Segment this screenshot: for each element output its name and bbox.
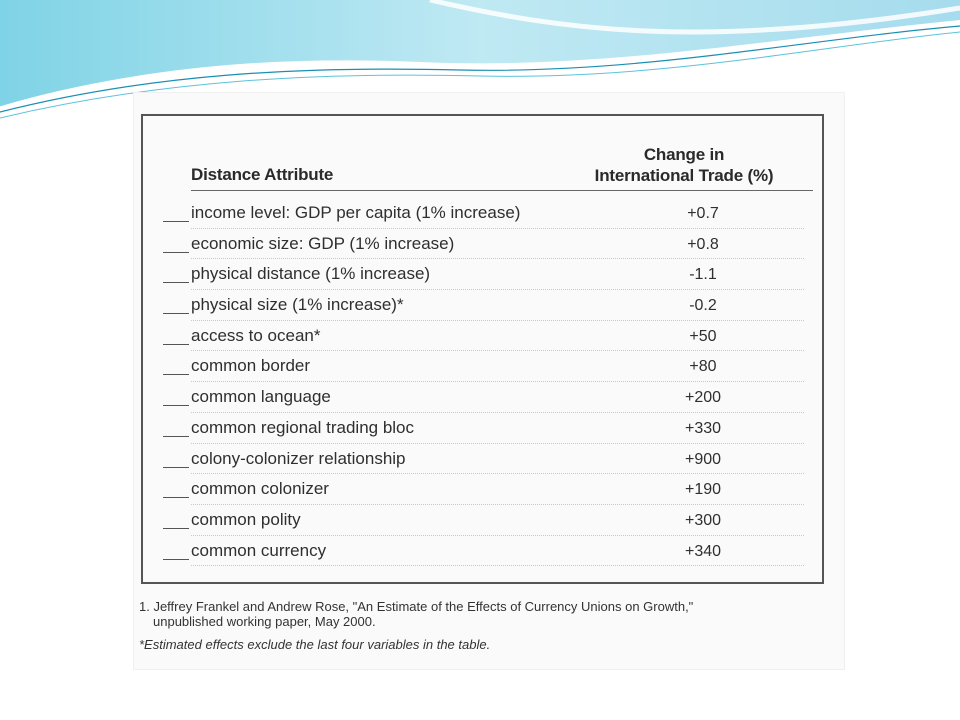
header-distance-attribute: Distance Attribute — [191, 165, 334, 184]
distance-attribute-cell: common polity — [191, 509, 301, 529]
footnote-1-line1: 1. Jeffrey Frankel and Andrew Rose, "An Estimate of the Effects of Currency Unions on Growth," — [139, 599, 694, 614]
trade-change-cell: +900 — [684, 450, 722, 468]
row-tick-mark — [163, 436, 189, 437]
trade-change-cell: +200 — [684, 389, 722, 407]
table-row — [133, 324, 816, 355]
table-row — [133, 416, 816, 447]
table-row — [133, 232, 816, 263]
table-row — [133, 293, 816, 324]
row-dotted-rule — [191, 320, 804, 321]
distance-attribute-cell: common currency — [191, 540, 327, 560]
distance-attribute-cell: physical distance (1% increase) — [191, 264, 431, 284]
trade-change-cell: +190 — [684, 481, 722, 499]
table-row — [133, 262, 816, 293]
row-dotted-rule — [191, 412, 804, 413]
trade-change-cell: +80 — [689, 358, 717, 376]
table-row — [133, 539, 816, 570]
trade-change-cell: +0.7 — [687, 205, 719, 222]
header-change-in-trade — [553, 144, 815, 186]
scanned-table-image — [133, 92, 845, 670]
trade-change-cell: +300 — [684, 511, 722, 529]
row-dotted-rule — [191, 443, 804, 444]
row-tick-mark — [163, 497, 189, 498]
table-row — [133, 201, 816, 232]
row-dotted-rule — [191, 381, 804, 382]
table-row — [133, 354, 816, 385]
row-tick-mark — [163, 344, 189, 345]
trade-change-cell: +340 — [684, 542, 722, 560]
row-tick-mark — [163, 467, 189, 468]
trade-change-cell: +50 — [689, 327, 717, 345]
distance-attribute-cell: common colonizer — [191, 479, 329, 499]
table-body — [133, 201, 816, 569]
table-row — [133, 385, 816, 416]
row-tick-mark — [163, 374, 189, 375]
footnote-1-line2: unpublished working paper, May 2000. — [153, 614, 376, 629]
row-dotted-rule — [191, 289, 804, 290]
header-change-line1: Change in — [643, 145, 725, 164]
row-dotted-rule — [191, 228, 804, 229]
distance-attribute-cell: colony-colonizer relationship — [191, 448, 406, 468]
header-change-line2: International Trade (%) — [594, 166, 774, 185]
distance-attribute-cell: physical size (1% increase)* — [191, 295, 404, 315]
table-row — [133, 508, 816, 539]
trade-change-cell: +0.8 — [687, 235, 719, 253]
row-dotted-rule — [191, 565, 804, 566]
footnote-1 — [139, 599, 829, 629]
row-tick-mark — [163, 282, 189, 283]
row-dotted-rule — [191, 473, 804, 474]
table-row — [133, 447, 816, 478]
trade-change-cell: -0.2 — [689, 297, 717, 315]
distance-attribute-cell: common border — [191, 356, 311, 376]
row-dotted-rule — [191, 504, 804, 505]
row-dotted-rule — [191, 350, 804, 351]
header-rule — [191, 190, 813, 191]
distance-attribute-cell: economic size: GDP (1% increase) — [191, 233, 455, 253]
trade-change-cell: -1.1 — [689, 266, 717, 284]
row-tick-mark — [163, 559, 189, 560]
row-tick-mark — [163, 528, 189, 529]
row-tick-mark — [163, 221, 189, 222]
row-dotted-rule — [191, 535, 804, 536]
distance-attribute-cell: income level: GDP per capita (1% increase) — [191, 203, 521, 222]
footnote-2: *Estimated effects exclude the last four variables in the table. — [139, 637, 491, 652]
row-tick-mark — [163, 313, 189, 314]
distance-attribute-cell: common regional trading bloc — [191, 417, 415, 437]
row-dotted-rule — [191, 258, 804, 259]
row-tick-mark — [163, 405, 189, 406]
distance-attribute-cell: access to ocean* — [191, 325, 321, 345]
trade-change-cell: +330 — [684, 419, 722, 437]
distance-attribute-cell: common language — [191, 387, 331, 407]
table-row — [133, 477, 816, 508]
footnotes — [139, 599, 829, 652]
row-tick-mark — [163, 252, 189, 253]
